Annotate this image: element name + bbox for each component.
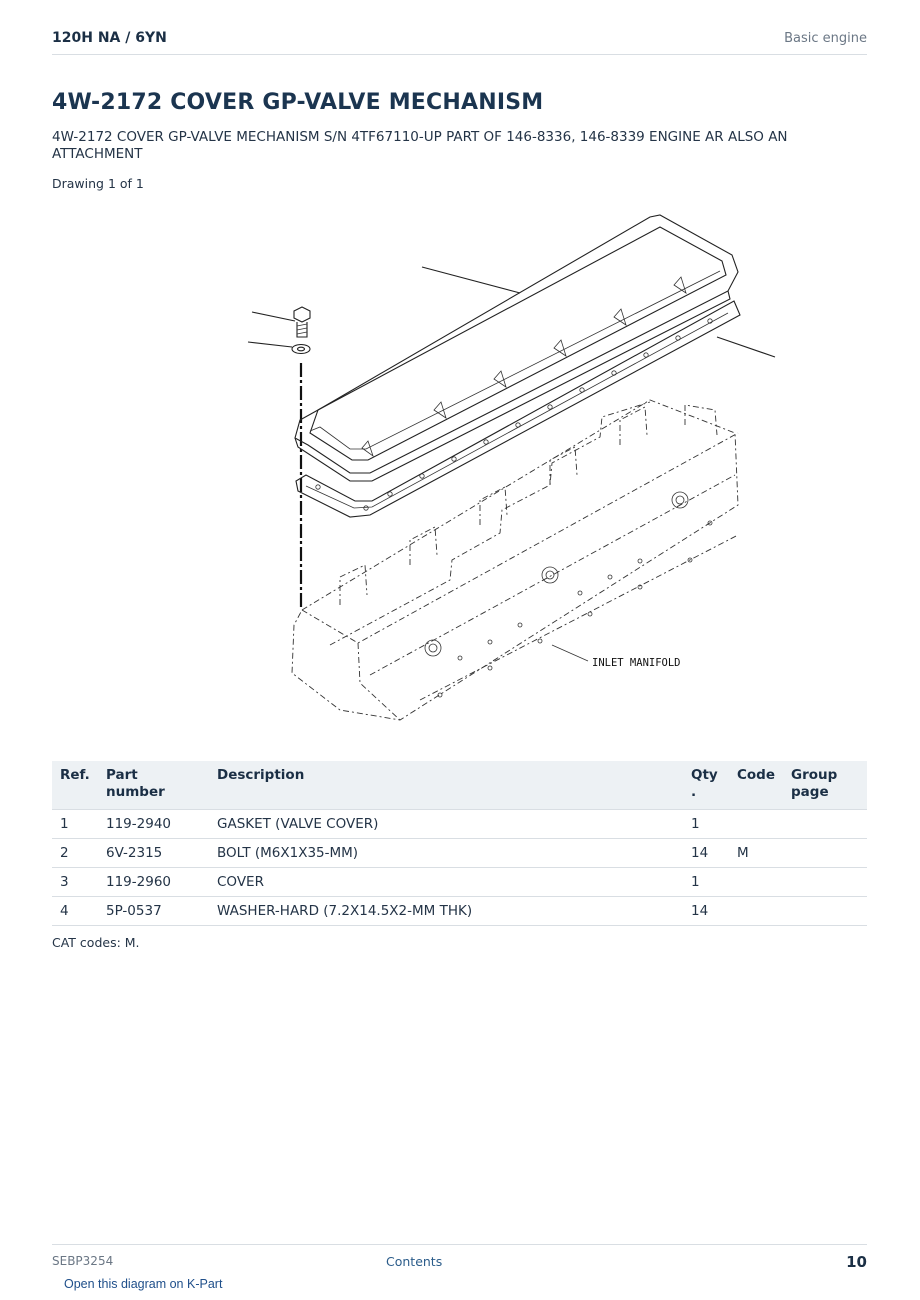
- drawing-count: Drawing 1 of 1: [52, 176, 144, 191]
- section-label: Basic engine: [784, 31, 867, 46]
- gasket-part: [296, 301, 740, 517]
- page-title: 4W-2172 COVER GP-VALVE MECHANISM: [52, 90, 544, 115]
- cell-qty: 1: [683, 868, 729, 897]
- washer-part: [292, 345, 310, 354]
- cylinder-head-part: [292, 400, 738, 720]
- document-number: SEBP3254: [52, 1254, 114, 1268]
- parts-diagram[interactable]: [190, 205, 790, 735]
- cell-code: [729, 868, 783, 897]
- header-part-number: Part number: [98, 761, 209, 810]
- cell-qty: 1: [683, 810, 729, 839]
- header-description: Description: [209, 761, 683, 810]
- cell-part-number: 6V-2315: [98, 839, 209, 868]
- table-row: [52, 868, 867, 897]
- contents-link[interactable]: Contents: [386, 1254, 443, 1269]
- cell-group-page: [783, 839, 867, 868]
- cell-ref: 3: [52, 868, 98, 897]
- cell-ref: 1: [52, 810, 98, 839]
- cell-ref: 2: [52, 839, 98, 868]
- page-subtitle: 4W-2172 COVER GP-VALVE MECHANISM S/N 4TF67110-UP PART OF 146-8336, 146-8339 ENGINE AR ALSO AN ATTACHMENT: [52, 129, 788, 162]
- header-group-page: Group page: [783, 761, 867, 810]
- cell-group-page: [783, 868, 867, 897]
- callout-line-washer: [248, 342, 292, 347]
- cell-group-page: [783, 810, 867, 839]
- page-footer: [52, 1244, 867, 1275]
- cell-part-number: 119-2960: [98, 868, 209, 897]
- valve-cover-part: [295, 215, 738, 481]
- cell-description: GASKET (VALVE COVER): [209, 810, 683, 839]
- cell-description: COVER: [209, 868, 683, 897]
- table-row: [52, 810, 867, 839]
- callout-line-cover: [422, 267, 520, 293]
- page-number: 10: [846, 1253, 867, 1271]
- callout-line-gasket: [717, 337, 775, 357]
- page: [52, 0, 867, 1300]
- header-qty: Qty .: [683, 761, 729, 810]
- table-row: [52, 897, 867, 926]
- inlet-manifold-label: INLET MANIFOLD: [592, 657, 681, 669]
- bolt-part: [294, 307, 310, 337]
- kpart-link[interactable]: Open this diagram on K-Part: [64, 1277, 223, 1291]
- page-header: [52, 28, 867, 55]
- cell-part-number: 5P-0537: [98, 897, 209, 926]
- callout-line-bolt: [252, 312, 295, 321]
- model-label: 120H NA / 6YN: [52, 30, 167, 46]
- cell-code: [729, 810, 783, 839]
- cell-description: BOLT (M6X1X35-MM): [209, 839, 683, 868]
- cell-part-number: 119-2940: [98, 810, 209, 839]
- cell-description: WASHER-HARD (7.2X14.5X2-MM THK): [209, 897, 683, 926]
- table-row: [52, 839, 867, 868]
- cat-codes-note: CAT codes: M.: [52, 935, 140, 950]
- header-ref: Ref.: [52, 761, 98, 810]
- cell-group-page: [783, 897, 867, 926]
- callout-line-inlet-manifold: [552, 645, 588, 661]
- parts-table: [52, 761, 867, 926]
- parts-table-header: [52, 761, 867, 810]
- cell-code: M: [729, 839, 783, 868]
- cell-qty: 14: [683, 897, 729, 926]
- cell-qty: 14: [683, 839, 729, 868]
- header-code: Code: [729, 761, 783, 810]
- cell-ref: 4: [52, 897, 98, 926]
- cell-code: [729, 897, 783, 926]
